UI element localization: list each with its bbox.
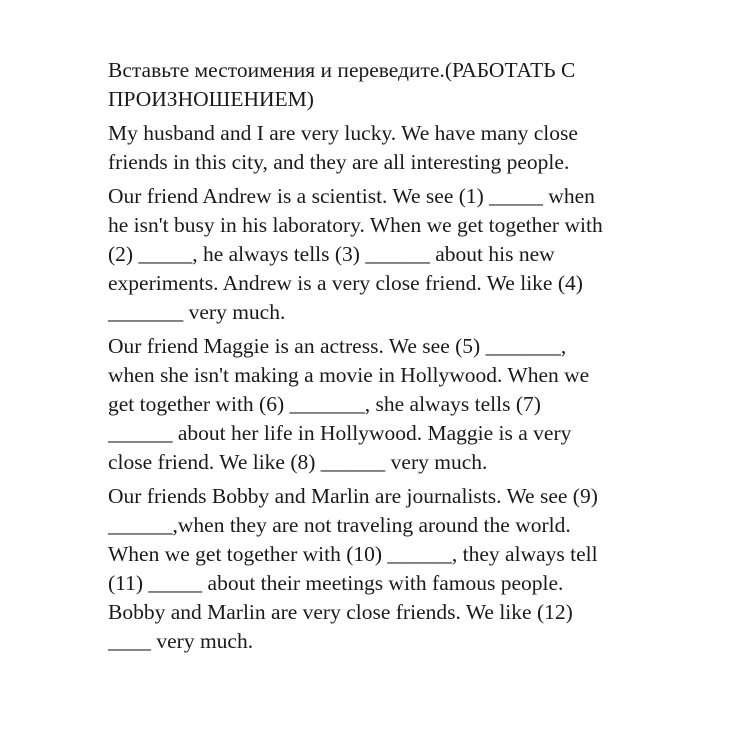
text-line: When we get together with (10) ______, they always tell — [108, 542, 598, 566]
worksheet-page — [108, 56, 708, 661]
paragraph-bobby-marlin — [108, 482, 708, 656]
text-line: he isn't busy in his laboratory. When we get together with — [108, 213, 603, 237]
text-line: Our friend Andrew is a scientist. We see (1) _____ when — [108, 184, 595, 208]
text-line: friends in this city, and they are all interesting people. — [108, 150, 570, 174]
title-line: ПРОИЗНОШЕНИЕМ) — [108, 87, 314, 111]
text-line: when she isn't making a movie in Hollywood. When we — [108, 363, 590, 387]
paragraph-maggie — [108, 332, 708, 477]
paragraph-intro — [108, 119, 708, 177]
text-line: ____ very much. — [108, 629, 254, 653]
text-line: Our friend Maggie is an actress. We see (5) _______, — [108, 334, 567, 358]
text-line: (2) _____, he always tells (3) ______ about his new — [108, 242, 555, 266]
text-line: close friend. We like (8) ______ very much. — [108, 450, 488, 474]
text-line: Bobby and Marlin are very close friends. We like (12) — [108, 600, 573, 624]
text-line: Our friends Bobby and Marlin are journalists. We see (9) — [108, 484, 598, 508]
title-line: Вставьте местоимения и переведите.(РАБОТАТЬ С — [108, 58, 576, 82]
text-line: ______,when they are not traveling around the world. — [108, 513, 571, 537]
text-line: _______ very much. — [108, 300, 286, 324]
text-line: My husband and I are very lucky. We have many close — [108, 121, 578, 145]
paragraph-andrew — [108, 182, 708, 327]
text-line: experiments. Andrew is a very close friend. We like (4) — [108, 271, 583, 295]
text-line: get together with (6) _______, she always tells (7) — [108, 392, 541, 416]
text-line: (11) _____ about their meetings with famous people. — [108, 571, 564, 595]
text-line: ______ about her life in Hollywood. Maggie is a very — [108, 421, 572, 445]
worksheet-title — [108, 56, 708, 114]
